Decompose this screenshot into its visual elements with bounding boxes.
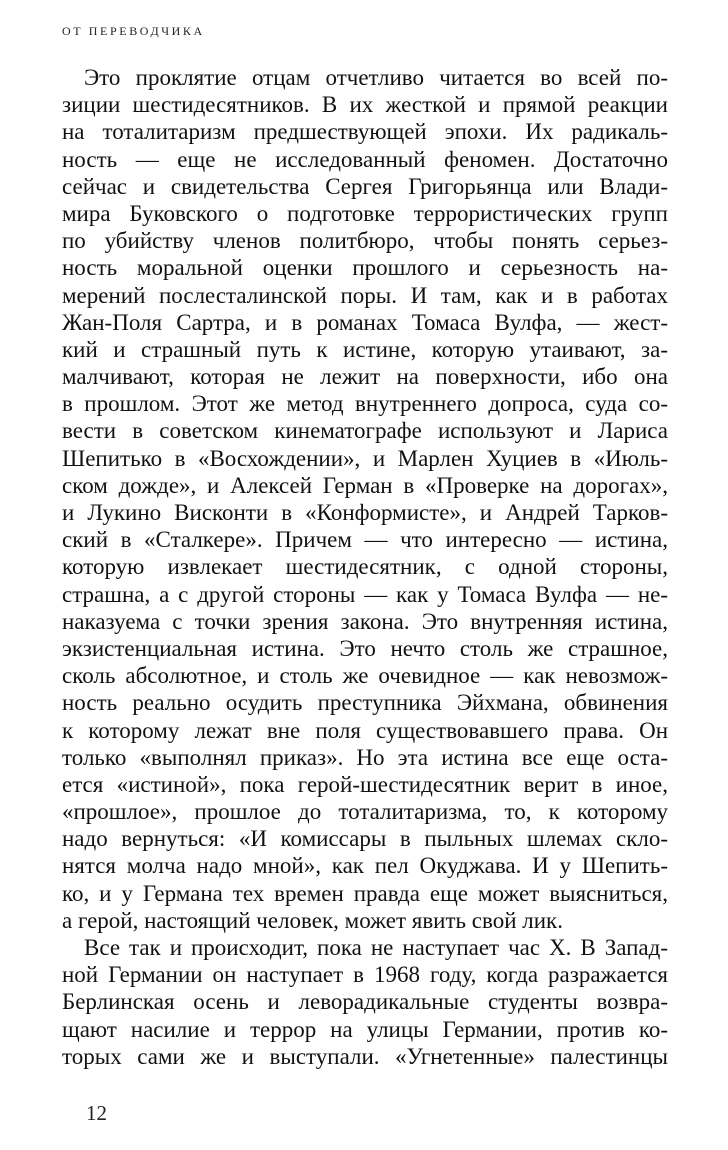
text-line: ко, и у Германа тех времен правда еще может выясниться, (62, 880, 668, 906)
text-line: ность реально осудить преступника Эйхмана, обвинения (62, 690, 668, 716)
text-line: «прошлое», прошлое до тоталитаризма, то, к которому (62, 799, 668, 825)
text-line: кий и страшный путь к истине, которую утаивают, за- (62, 336, 668, 362)
text-line: малчивают, которая не лежит на поверхности, ибо она (62, 364, 668, 390)
text-line: зиции шестидесятников. В их жесткой и прямой реакции (62, 92, 668, 118)
text-line: торых сами же и выступали. «Угнетенные» палестинцы (62, 1043, 668, 1069)
text-line: страшна, а с другой стороны — как у Томаса Вулфа — не- (62, 581, 668, 607)
text-line: по убийству членов политбюро, чтобы понять серьез- (62, 228, 668, 254)
text-line: ность — еще не исследованный феномен. Достаточно (62, 146, 668, 172)
text-line: Это проклятие отцам отчетливо читается во всей по- (84, 65, 668, 90)
text-line: а герой, настоящий человек, может явить свой лик. (62, 907, 563, 933)
text-line: щают насилие и террор на улицы Германии, против ко- (62, 1016, 668, 1042)
text-line: ский в «Сталкере». Причем — что интересно — истина, (62, 527, 668, 553)
text-line: наказуема с точки зрения закона. Это внутренняя истина, (62, 608, 668, 634)
text-line: экзистенциальная истина. Это нечто столь же страшное, (62, 635, 668, 661)
text-line: которую извлекает шестидесятник, с одной стороны, (62, 554, 668, 580)
text-line: нятся молча надо мной», как пел Окуджава. И у Шепить- (62, 853, 668, 879)
text-line: надо вернуться: «И комиссары в пыльных шлемах скло- (62, 826, 668, 852)
text-line: ском дожде», и Алексей Герман в «Проверке на дорогах», (62, 472, 668, 498)
text-line: мира Буковского о подготовке террористических групп (62, 200, 668, 226)
text-line: ной Германии он наступает в 1968 году, когда разражается (62, 962, 668, 988)
text-line: только «выполнял приказ». Но эта истина все еще оста- (62, 744, 668, 770)
text-line: на тоталитаризм предшествующей эпохи. Их радикаль- (62, 119, 668, 145)
text-line: Жан-Поля Сартра, и в романах Томаса Вулфа, — жест- (62, 309, 668, 335)
body-text (62, 64, 668, 1070)
text-line: сейчас и свидетельства Сергея Григорьянца или Влади- (62, 173, 668, 199)
text-line: и Лукино Висконти в «Конформисте», и Андрей Тарков- (62, 500, 668, 525)
running-head: ОТ ПЕРЕВОДЧИКА (62, 24, 205, 38)
text-line: Берлинская осень и леворадикальные студенты возвра- (62, 989, 668, 1015)
text-line: сколь абсолютное, и столь же очевидное — как невозмож- (62, 663, 668, 689)
text-line: ется «истиной», пока герой-шестидесятник верит в иное, (62, 771, 668, 797)
text-line: Все так и происходит, пока не наступает час Х. В Запад- (84, 935, 668, 960)
page-number: 12 (86, 1101, 107, 1125)
text-line: ность моральной оценки прошлого и серьезность на- (62, 255, 668, 281)
text-line: мерений послесталинской поры. И там, как и в работах (62, 282, 668, 308)
text-line: в прошлом. Этот же метод внутреннего допроса, суда со- (62, 391, 668, 417)
text-line: к которому лежат вне поля существовавшего права. Он (62, 717, 668, 743)
text-line: Шепитько в «Восхождении», и Марлен Хуциев в «Июль- (62, 445, 668, 471)
text-line: вести в советском кинематографе используют и Лариса (62, 418, 668, 444)
